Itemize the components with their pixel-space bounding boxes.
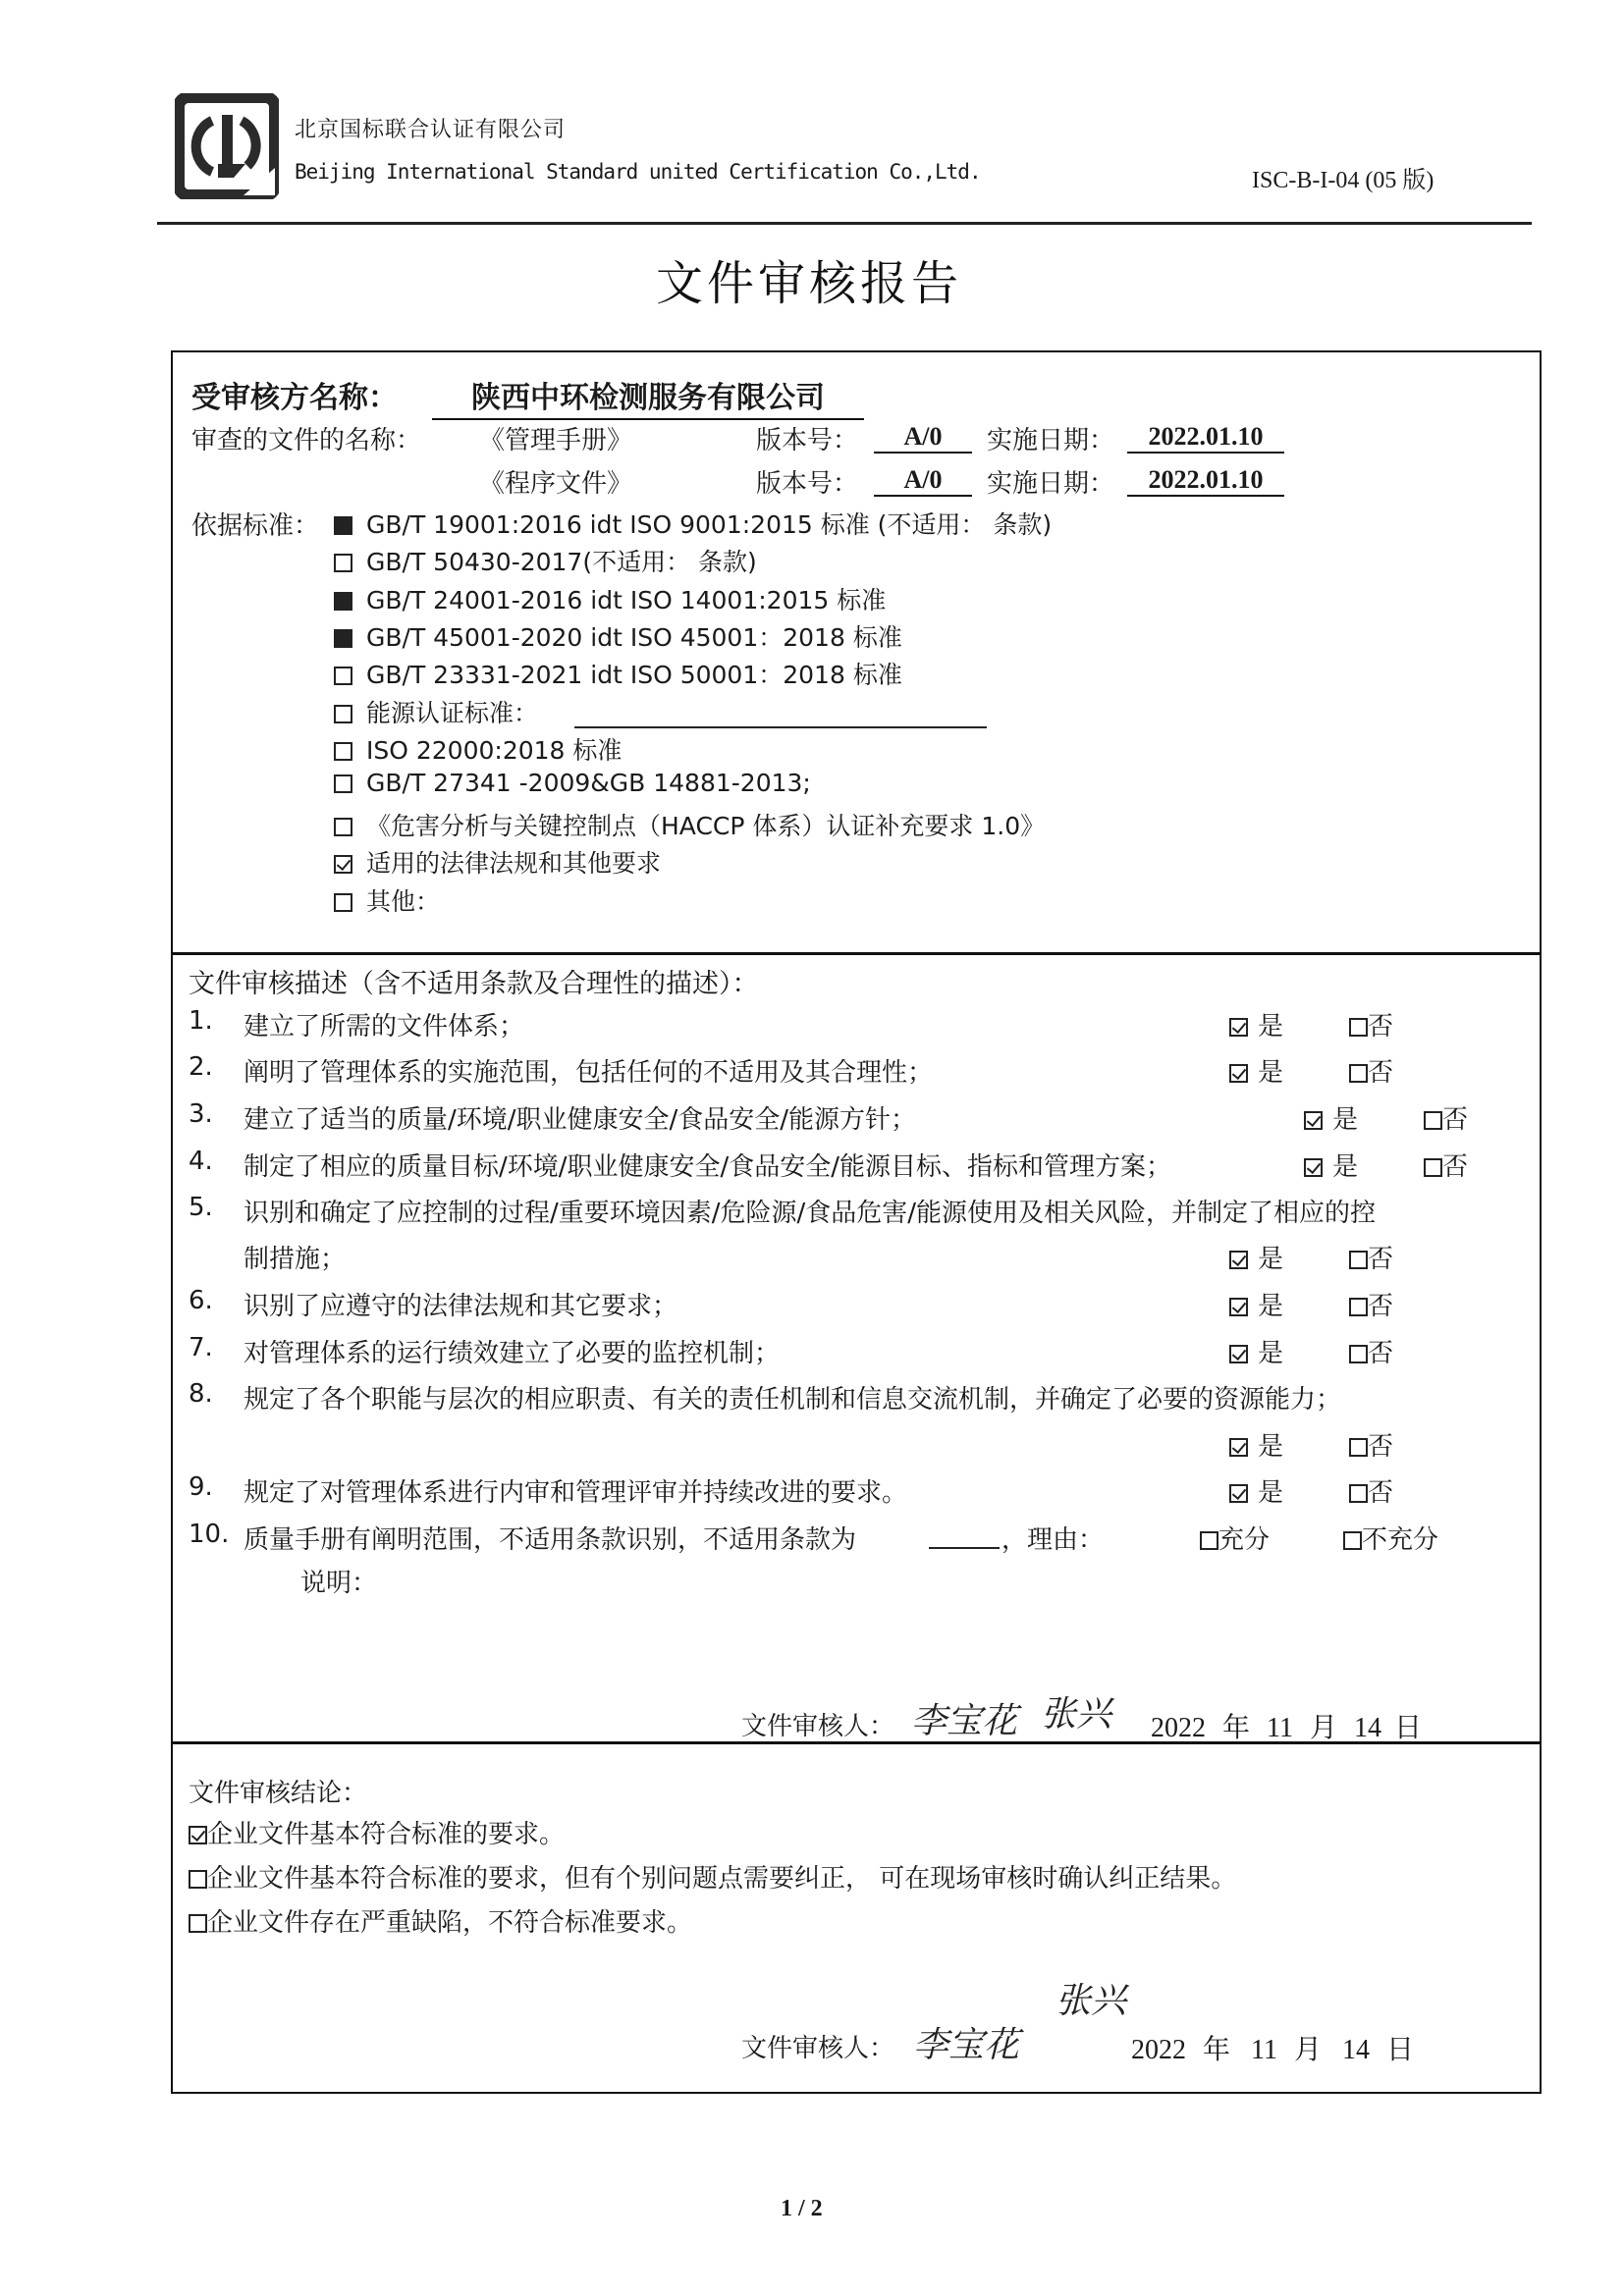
version-value: A/0 [874,422,972,454]
no-label: 否 [1442,1105,1469,1135]
company-name-en: Beijing International Standard united Certification Co.,Ltd. [295,160,981,184]
auditee-name: 陕西中环检测服务有限公司 [432,373,864,420]
standard-label: ISO 22000:2018 标准 [366,736,623,765]
signer-label: 文件审核人： [741,1712,895,1741]
no-option[interactable] [1349,1472,1393,1509]
yes-option[interactable] [1229,1333,1283,1369]
date-month: 11 [1267,1713,1293,1743]
signature-1: 李宝花 [913,2025,1020,2065]
date-month-unit: 月 [1293,2035,1322,2065]
checkbox-icon[interactable] [1424,1158,1442,1177]
no-option[interactable] [1349,1006,1393,1042]
checked-box-icon[interactable] [1229,1438,1248,1457]
item-text-continued: 制措施； [244,1245,347,1274]
conclusion-option[interactable] [189,1902,692,1939]
date-year: 2022 [1131,2035,1186,2065]
standard-label: 能源认证标准： [366,699,539,727]
checked-box-icon[interactable] [1229,1251,1248,1269]
checkbox-icon[interactable] [1349,1484,1368,1503]
no-option[interactable] [1349,1286,1393,1322]
checkbox-icon[interactable] [1349,1251,1368,1269]
checked-box-icon[interactable] [1229,1064,1248,1083]
standard-item [334,694,538,729]
sign-date [1131,2028,1414,2067]
no-option[interactable] [1424,1147,1468,1183]
no-label: 否 [1368,1012,1394,1041]
version-label: 版本号： [756,469,859,499]
item-text: 规定了对管理体系进行内审和管理评审并持续改进的要求。 [244,1478,908,1508]
item-text: 识别和确定了应控制的过程/重要环境因素/危险源/食品危害/能源使用及相关风险，并制定了相应的控 [244,1199,1377,1228]
checked-box-icon[interactable] [1229,1018,1248,1037]
checkbox-icon[interactable] [334,667,352,685]
checkbox-icon[interactable] [1343,1531,1362,1550]
no-label: 否 [1442,1152,1469,1182]
version-value: A/0 [874,465,972,497]
version-label: 版本号： [756,426,859,455]
item-text: 阐明了管理体系的实施范围，包括任何的不适用及其合理性； [244,1058,934,1088]
company-name-cn: 北京国标联合认证有限公司 [295,118,567,142]
yes-label: 是 [1258,1245,1284,1274]
item-text: 建立了适当的质量/环境/职业健康安全/食品安全/能源方针； [244,1105,917,1135]
item-text: 识别了应遵守的法律法规和其它要求； [244,1292,678,1321]
standard-item [334,844,661,880]
documents-label: 审查的文件的名称： [191,426,422,455]
conclusion-heading: 文件审核结论： [189,1779,368,1808]
checkbox-icon[interactable] [334,705,352,723]
conclusion-option-label: 企业文件基本符合标准的要求。 [207,1820,566,1849]
standard-label: 《危害分析与关键控制点（HACCP 体系）认证补充要求 1.0》 [366,812,1046,840]
checked-box-icon[interactable] [189,1826,207,1844]
page-title: 文件审核报告 [656,256,963,311]
yes-label: 是 [1258,1339,1284,1368]
signature-2: 张兴 [1041,1694,1112,1735]
option-insufficient[interactable] [1343,1520,1438,1556]
review-heading: 文件审核描述（含不适用条款及合理性的描述）： [189,969,759,999]
yes-option[interactable] [1229,1006,1283,1042]
no-label: 否 [1368,1432,1394,1462]
item-number: 1. [189,1006,213,1036]
standard-label: GB/T 50430-2017(不适用： 条款) [366,548,757,576]
option-sufficient[interactable] [1200,1520,1270,1556]
energy-standard-field[interactable] [574,726,987,728]
checkbox-icon[interactable] [1349,1064,1368,1083]
conclusion-option[interactable] [189,1858,1236,1895]
date-label: 实施日期： [987,469,1115,499]
option-label: 不充分 [1362,1525,1439,1555]
checkbox-icon[interactable] [189,1870,207,1889]
checkbox-icon[interactable] [1200,1531,1218,1550]
date-day: 14 [1354,1713,1381,1743]
yes-option[interactable] [1304,1099,1358,1136]
conclusion-option-label: 企业文件基本符合标准的要求，但有个别问题点需要纠正， 可在现场审核时确认纠正结果。 [207,1864,1237,1894]
checked-box-icon[interactable] [1304,1111,1323,1130]
item-number: 9. [189,1472,213,1502]
item-number: 6. [189,1286,213,1315]
standards-label: 依据标准： [191,511,320,541]
standard-label: 其他： [366,887,441,916]
date-day-unit: 日 [1394,1713,1423,1743]
date-year-unit: 年 [1222,1713,1251,1743]
checked-box-icon[interactable] [1229,1298,1248,1316]
item-number: 3. [189,1099,213,1129]
yes-label: 是 [1258,1012,1284,1041]
option-label: 充分 [1218,1525,1271,1555]
item-text: 对管理体系的运行绩效建立了必要的监控机制； [244,1339,781,1368]
item-number: 10. [189,1520,230,1549]
item-number: 7. [189,1333,213,1362]
checkbox-icon[interactable] [334,554,352,572]
checkbox-icon[interactable] [334,893,352,912]
no-option[interactable] [1424,1099,1468,1136]
no-label: 否 [1368,1245,1394,1274]
conclusion-option[interactable] [189,1814,565,1850]
item-number: 5. [189,1193,213,1222]
date-month-unit: 月 [1309,1713,1337,1743]
item-number: 8. [189,1379,213,1409]
document-name: 《程序文件》 [479,469,633,499]
item-text: 规定了各个职能与层次的相应职责、有关的责任机制和信息交流机制，并确定了必要的资源能力； [244,1385,1342,1415]
filled-square-icon[interactable] [334,629,352,648]
sign-date [1151,1706,1422,1745]
standard-label: 适用的法律法规和其他要求 [366,849,662,878]
checked-box-icon[interactable] [1304,1158,1323,1177]
yes-label: 是 [1258,1432,1284,1462]
yes-label: 是 [1332,1152,1359,1182]
checkbox-icon[interactable] [189,1914,207,1933]
checkbox-icon[interactable] [1349,1438,1368,1457]
company-logo [175,93,279,199]
standard-label: GB/T 45001-2020 idt ISO 45001：2018 标准 [366,623,902,652]
yes-option[interactable] [1229,1426,1283,1463]
date-label: 实施日期： [987,426,1115,455]
yes-option[interactable] [1229,1472,1283,1509]
non-applicable-clause-field[interactable] [929,1547,1000,1549]
date-day: 14 [1342,2035,1370,2065]
yes-option[interactable] [1304,1147,1358,1183]
date-value: 2022.01.10 [1127,465,1284,497]
standard-item [334,731,622,767]
header-divider [157,222,1532,225]
standard-label: GB/T 27341 -2009&GB 14881-2013; [366,769,811,797]
section-divider [171,952,1542,955]
document-name: 《管理手册》 [479,426,633,455]
checked-box-icon[interactable] [1229,1484,1248,1503]
no-option[interactable] [1349,1239,1393,1275]
no-label: 否 [1368,1058,1394,1088]
checked-box-icon[interactable] [334,855,352,874]
standard-label: GB/T 24001-2016 idt ISO 14001:2015 标准 [366,586,887,614]
document-code: ISC-B-I-04 (05 版) [1252,168,1435,193]
yes-label: 是 [1258,1058,1284,1088]
checked-box-icon[interactable] [1229,1345,1248,1363]
standard-item [334,618,902,654]
yes-label: 是 [1258,1292,1284,1321]
filled-square-icon[interactable] [334,516,352,535]
yes-label: 是 [1258,1478,1284,1508]
item-text: 建立了所需的文件体系； [244,1012,525,1041]
item-text: 质量手册有阐明范围，不适用条款识别，不适用条款为 [244,1525,857,1555]
standard-item [334,543,757,578]
no-option[interactable] [1349,1426,1393,1463]
no-label: 否 [1368,1339,1394,1368]
date-month: 11 [1251,2035,1277,2065]
yes-option[interactable] [1229,1052,1283,1089]
filled-square-icon[interactable] [334,592,352,611]
item-number: 4. [189,1147,213,1176]
standard-item [334,656,902,691]
standard-item [334,807,1045,842]
yes-label: 是 [1332,1105,1359,1135]
signer-label: 文件审核人： [741,2034,895,2063]
checkbox-icon[interactable] [334,742,352,761]
conclusion-option-label: 企业文件存在严重缺陷，不符合标准要求。 [207,1908,693,1938]
date-year-unit: 年 [1203,2035,1231,2065]
no-label: 否 [1368,1478,1394,1508]
standard-item [334,882,440,918]
checkbox-icon[interactable] [1349,1298,1368,1316]
standard-label: GB/T 19001:2016 idt ISO 9001:2015 标准 (不适用： 条款) [366,510,1053,539]
no-option[interactable] [1349,1052,1393,1089]
signature-2: 张兴 [1056,1981,1127,2021]
checkbox-icon[interactable] [334,774,352,793]
item-text: 制定了相应的质量目标/环境/职业健康安全/食品安全/能源目标、指标和管理方案； [244,1152,1172,1182]
standard-item [334,769,811,797]
standard-item [334,581,886,616]
signature-1: 李宝花 [911,1701,1018,1741]
standard-item [334,506,1052,541]
checkbox-icon[interactable] [1349,1345,1368,1363]
page-number: 1 / 2 [781,2196,823,2221]
date-year: 2022 [1151,1713,1206,1743]
checkbox-icon[interactable] [1424,1111,1442,1130]
note-label: 说明： [300,1569,378,1598]
item-text-reason: ，理由： [1001,1525,1105,1555]
yes-option[interactable] [1229,1239,1283,1275]
yes-option[interactable] [1229,1286,1283,1322]
no-label: 否 [1368,1292,1394,1321]
standard-label: GB/T 23331-2021 idt ISO 50001：2018 标准 [366,661,902,689]
checkbox-icon[interactable] [1349,1018,1368,1037]
checkbox-icon[interactable] [334,818,352,836]
date-value: 2022.01.10 [1127,422,1284,454]
date-day-unit: 日 [1386,2035,1415,2065]
auditee-label: 受审核方名称： [191,381,398,415]
no-option[interactable] [1349,1333,1393,1369]
item-number: 2. [189,1052,213,1082]
